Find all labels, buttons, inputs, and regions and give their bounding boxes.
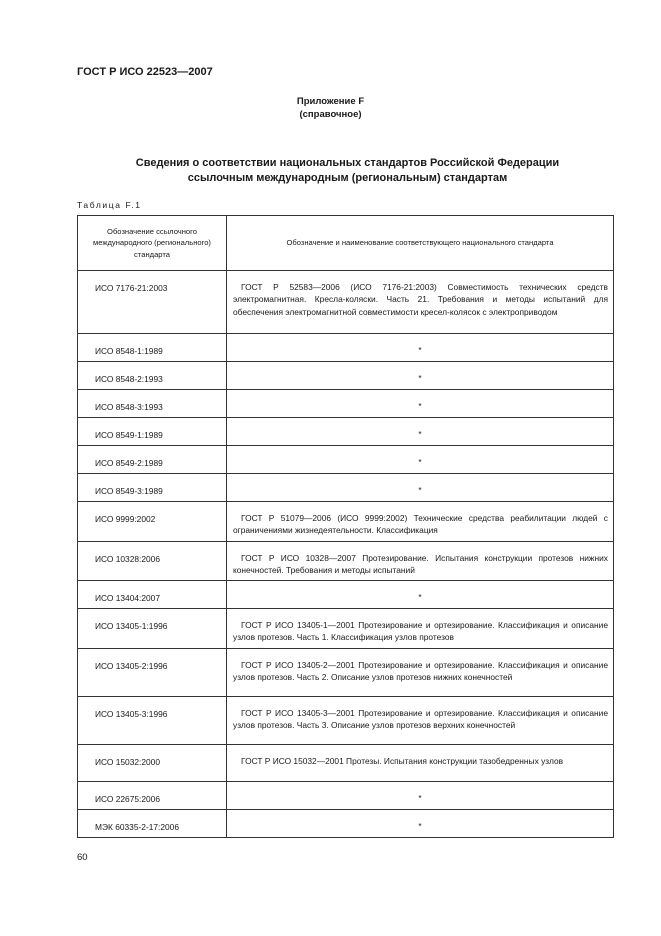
table-body bbox=[78, 271, 614, 838]
national-standard-text: * bbox=[418, 485, 422, 495]
header-reference-standard: Обозначение ссылочного международного (регионального) стандарта bbox=[78, 216, 227, 271]
table-row bbox=[78, 418, 614, 446]
national-standard-cell bbox=[227, 418, 614, 446]
reference-standard-cell: ИСО 7176-21:2003 bbox=[78, 271, 227, 334]
reference-standard-cell: ИСО 22675:2006 bbox=[78, 781, 227, 809]
national-standard-cell bbox=[227, 696, 614, 744]
national-standard-cell bbox=[227, 390, 614, 418]
section-title bbox=[100, 156, 595, 186]
national-standard-cell bbox=[227, 502, 614, 542]
national-standard-cell bbox=[227, 609, 614, 649]
table-row bbox=[78, 648, 614, 696]
page-number: 60 bbox=[77, 852, 88, 863]
national-standard-text: * bbox=[418, 820, 422, 831]
document-code: ГОСТ Р ИСО 22523—2007 bbox=[77, 66, 213, 78]
national-standard-text: * bbox=[418, 457, 422, 467]
table-row bbox=[78, 390, 614, 418]
table-header-row bbox=[78, 216, 614, 271]
table-row bbox=[78, 362, 614, 390]
national-standard-text: * bbox=[418, 429, 422, 439]
reference-standard-cell: ИСО 8549-1:1989 bbox=[78, 418, 227, 446]
national-standard-cell bbox=[227, 446, 614, 474]
annex-title: Приложение F bbox=[296, 96, 365, 107]
table-row bbox=[78, 474, 614, 502]
national-standard-text: * bbox=[418, 592, 422, 603]
table-row bbox=[78, 696, 614, 744]
national-standard-cell bbox=[227, 474, 614, 502]
national-standard-cell bbox=[227, 581, 614, 609]
national-standard-cell bbox=[227, 271, 614, 334]
reference-standard-cell: ИСО 13405-1:1996 bbox=[78, 609, 227, 649]
reference-standard-cell: ИСО 10328:2006 bbox=[78, 541, 227, 581]
correspondence-table bbox=[77, 215, 614, 838]
national-standard-text: ГОСТ Р ИСО 15032—2001 Протезы. Испытания конструкции тазобедренных узлов bbox=[241, 755, 564, 766]
national-standard-text: * bbox=[418, 373, 422, 383]
reference-standard-cell: ИСО 8549-2:1989 bbox=[78, 446, 227, 474]
annex-subtitle: (справочное) bbox=[299, 109, 362, 120]
annex-heading bbox=[0, 95, 661, 121]
national-standard-cell bbox=[227, 648, 614, 696]
table-row bbox=[78, 809, 614, 837]
national-standard-text: * bbox=[418, 345, 422, 355]
reference-standard-cell: МЭК 60335-2-17:2006 bbox=[78, 809, 227, 837]
national-standard-text: * bbox=[418, 792, 422, 803]
table-row bbox=[78, 744, 614, 781]
national-standard-text: ГОСТ Р ИСО 13405-3—2001 Протезирование и ортезирование. Классификация и описание узлов протезов. Часть 3. Описание узлов протезов верхних конечностей bbox=[233, 707, 608, 731]
table-row bbox=[78, 271, 614, 334]
reference-standard-cell: ИСО 13405-2:1996 bbox=[78, 648, 227, 696]
table-row bbox=[78, 446, 614, 474]
national-standard-text: ГОСТ Р ИСО 13405-1—2001 Протезирование и ортезирование. Классификация и описание узлов протезов. Часть 1. Классификация узлов протезов bbox=[233, 620, 608, 643]
national-standard-text: ГОСТ Р 51079—2006 (ИСО 9999:2002) Технические средства реабилитации людей с ограничениями жизнедеятельности. Классификация bbox=[233, 513, 608, 536]
national-standard-cell bbox=[227, 334, 614, 362]
reference-standard-cell: ИСО 8548-1:1989 bbox=[78, 334, 227, 362]
national-standard-text: * bbox=[418, 401, 422, 411]
table-row bbox=[78, 581, 614, 609]
national-standard-cell bbox=[227, 541, 614, 581]
reference-standard-cell: ИСО 13404:2007 bbox=[78, 581, 227, 609]
table-row bbox=[78, 781, 614, 809]
national-standard-text: ГОСТ Р 52583—2006 (ИСО 7176-21:2003) Совместимость технических средств электромагнитная. Кресла-коляски. Часть 21. Требования и методы испытаний для обеспечения электромагнитной совместимости кресел-колясок с электроприводом bbox=[233, 282, 608, 317]
national-standard-text: ГОСТ Р ИСО 10328—2007 Протезирование. Испытания конструкции протезов нижних конечностей. Требования и методы испытаний bbox=[233, 552, 608, 575]
section-title-line-2: ссылочным международным (региональным) стандартам bbox=[187, 172, 508, 184]
header-national-standard: Обозначение и наименование соответствующего национального стандарта bbox=[227, 216, 614, 271]
reference-standard-cell: ИСО 8548-3:1993 bbox=[78, 390, 227, 418]
national-standard-cell bbox=[227, 781, 614, 809]
national-standard-cell bbox=[227, 809, 614, 837]
table-row bbox=[78, 609, 614, 649]
table-row bbox=[78, 541, 614, 581]
table-row bbox=[78, 502, 614, 542]
section-title-line-1: Сведения о соответствии национальных стандартов Российской Федерации bbox=[135, 157, 560, 169]
table-caption: Таблица F.1 bbox=[77, 200, 142, 210]
national-standard-cell bbox=[227, 744, 614, 781]
reference-standard-cell: ИСО 15032:2000 bbox=[78, 744, 227, 781]
national-standard-text: ГОСТ Р ИСО 13405-2—2001 Протезирование и ортезирование. Классификация и описание узлов протезов. Часть 2. Описание узлов протезов нижних конечностей bbox=[233, 659, 608, 683]
national-standard-cell bbox=[227, 362, 614, 390]
reference-standard-cell: ИСО 9999:2002 bbox=[78, 502, 227, 542]
reference-standard-cell: ИСО 8548-2:1993 bbox=[78, 362, 227, 390]
reference-standard-cell: ИСО 13405-3:1996 bbox=[78, 696, 227, 744]
table-row bbox=[78, 334, 614, 362]
reference-standard-cell: ИСО 8549-3:1989 bbox=[78, 474, 227, 502]
